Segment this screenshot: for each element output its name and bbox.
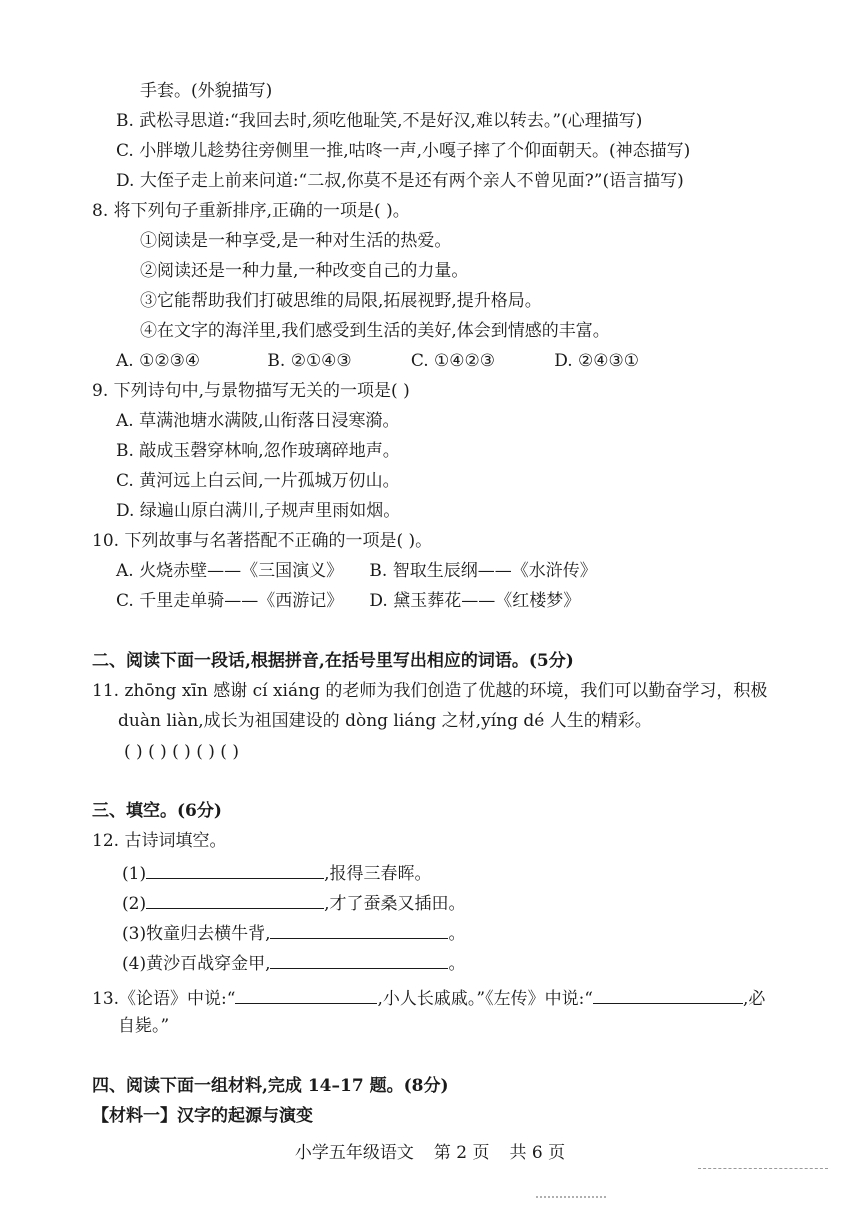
- q11-line-2: duàn liàn,成长为祖国建设的 dòng liáng 之材,yíng dé 人生的精彩。: [118, 711, 652, 731]
- q12-item-2-text: ,才了蚕桑又插田。: [324, 894, 466, 914]
- q9-option-d: D. 绿遍山原白满川,子规声里雨如烟。: [116, 501, 401, 521]
- q8-choice-c: C. ①④②③: [410, 351, 495, 371]
- q8-choice-a: A. ①②③④: [116, 351, 201, 371]
- q9-option-c: C. 黄河远上白云间,一片孤城万仞山。: [116, 471, 400, 491]
- q12-item-3-text: (3)牧童归去横牛背,: [122, 924, 271, 944]
- footer-total-pages: 共 6 页: [509, 1143, 566, 1163]
- q8-choice-d: D. ②④③①: [554, 351, 640, 371]
- q13-line-2: 自毙。”: [118, 1016, 170, 1036]
- q12-blank-2[interactable]: [146, 890, 324, 909]
- q10-option-c: C. 千里走单骑——《西游记》: [116, 591, 344, 611]
- q9-option-a: A. 草满池塘水满陂,山衔落日浸寒漪。: [116, 411, 400, 431]
- footer-page-number: 第 2 页: [433, 1143, 490, 1163]
- q8-stem: 8. 将下列句子重新排序,正确的一项是( )。: [92, 201, 410, 221]
- q10-option-b: B. 智取生辰纲——《水浒传》: [369, 561, 597, 581]
- q10-option-d: D. 黛玉葬花——《红楼梦》: [369, 591, 581, 611]
- q10-row-1: [116, 560, 597, 582]
- q12-item-4: [122, 950, 465, 975]
- q13-text-2: ,小人长戚戚。”《左传》中说:“: [377, 989, 593, 1009]
- q13-text-3: ,必: [742, 989, 766, 1009]
- q13-blank-2[interactable]: [593, 985, 743, 1004]
- q13-line-1: [92, 985, 765, 1010]
- q12-item-1-number: (1): [122, 864, 147, 884]
- q8-sentence-1: ①阅读是一种享受,是一种对生活的热爱。: [140, 231, 452, 251]
- q8-sentence-4: ④在文字的海洋里,我们感受到生活的美好,体会到情感的丰富。: [140, 321, 610, 341]
- q7-option-c: C. 小胖墩儿趁势往旁侧里一推,咕咚一声,小嘎子摔了个仰面朝天。(神态描写): [116, 141, 691, 161]
- q12-item-1-text: ,报得三春晖。: [324, 864, 432, 884]
- q8-sentence-3: ③它能帮助我们打破思维的局限,拓展视野,提升格局。: [140, 291, 542, 311]
- q10-row-2: [116, 590, 580, 612]
- q7-option-b: B. 武松寻思道:“我回去时,须吃他耻笑,不是好汉,难以转去。”(心理描写): [116, 111, 643, 131]
- q9-stem: 9. 下列诗句中,与景物描写无关的一项是( ): [92, 381, 410, 401]
- q9-option-b: B. 敲成玉磬穿林响,忽作玻璃碎地声。: [116, 441, 400, 461]
- q12-item-2-number: (2): [122, 894, 147, 914]
- footer-subject: 小学五年级语文: [294, 1143, 414, 1163]
- q12-item-4-end: 。: [448, 954, 466, 974]
- section-4-title: 四、阅读下面一组材料,完成 14–17 题。(8分): [92, 1076, 449, 1096]
- q12-blank-3[interactable]: [270, 920, 448, 939]
- q7-option-a-continuation: 手套。(外貌描写): [140, 81, 273, 101]
- q12-blank-4[interactable]: [270, 950, 448, 969]
- q7-option-d: D. 大侄子走上前来问道:“二叔,你莫不是还有两个亲人不曾见面?”(语言描写): [116, 171, 684, 191]
- q11-line-1: 11. zhōng xīn 感谢 cí xiáng 的老师为我们创造了优越的环境，我们可以勤奋学习，积极: [92, 681, 768, 701]
- q11-answer-brackets[interactable]: ( ) ( ) ( ) ( ) ( ): [124, 742, 239, 762]
- q12-item-1: [122, 860, 432, 885]
- q13-blank-1[interactable]: [235, 985, 377, 1004]
- q8-sentence-2: ②阅读还是一种力量,一种改变自己的力量。: [140, 261, 469, 281]
- page-footer: [0, 1142, 860, 1164]
- q13-text-1: 13.《论语》中说:“: [92, 989, 236, 1009]
- q12-item-3: [122, 920, 465, 945]
- section-2-title: 二、阅读下面一段话,根据拼音,在括号里写出相应的词语。(5分): [92, 651, 574, 671]
- q10-stem: 10. 下列故事与名著搭配不正确的一项是( )。: [92, 531, 433, 551]
- material-1-heading: 【材料一】汉字的起源与演变: [92, 1106, 313, 1126]
- scan-artifact-dots: [536, 1196, 606, 1198]
- q12-stem: 12. 古诗词填空。: [92, 831, 227, 851]
- q12-blank-1[interactable]: [146, 860, 324, 879]
- q12-item-3-end: 。: [448, 924, 466, 944]
- q8-choices: [116, 350, 639, 372]
- q12-item-2: [122, 890, 466, 915]
- q8-choice-b: B. ②①④③: [267, 351, 352, 371]
- q10-option-a: A. 火烧赤壁——《三国演义》: [116, 561, 344, 581]
- scan-artifact-line: [698, 1168, 828, 1169]
- q12-item-4-text: (4)黄沙百战穿金甲,: [122, 954, 271, 974]
- section-3-title: 三、填空。(6分): [92, 801, 222, 821]
